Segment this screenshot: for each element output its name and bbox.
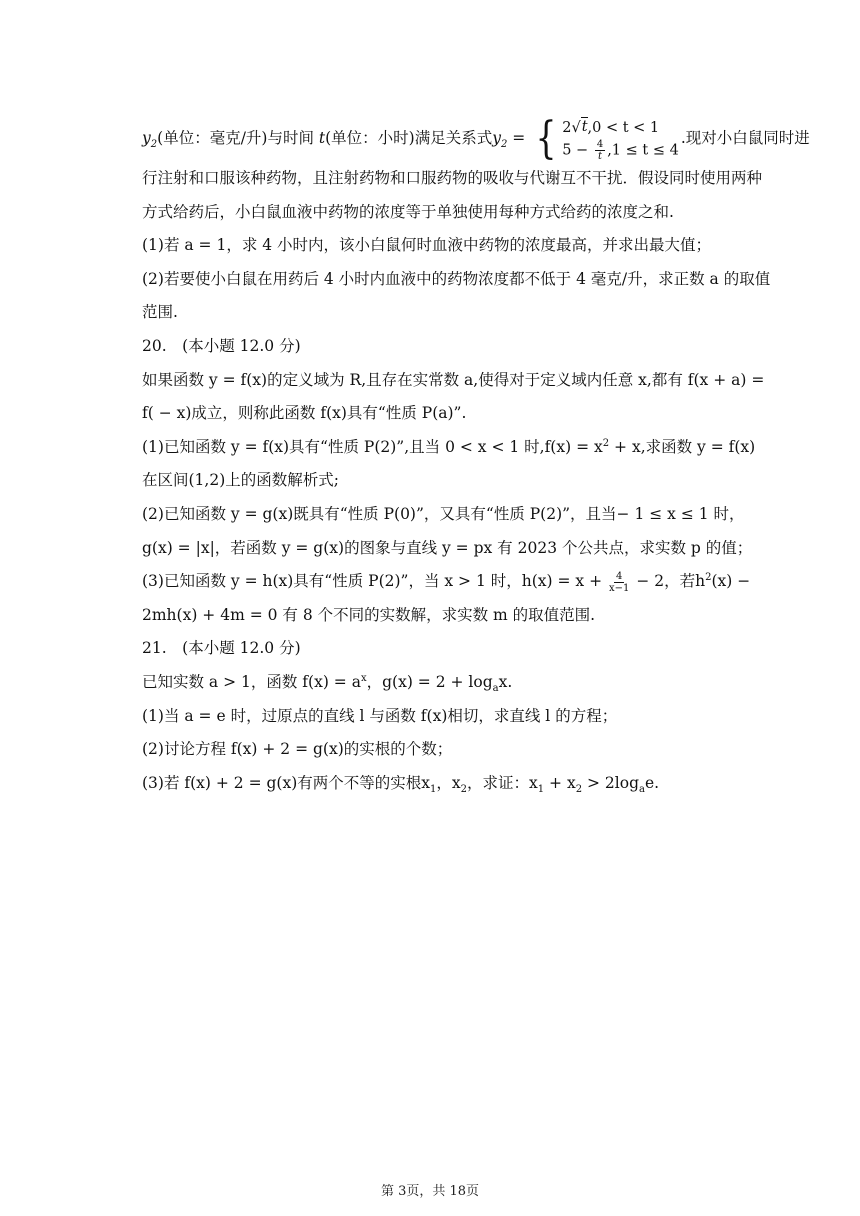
p20-question-3b: 2mh(x) + 4m = 0 有 8 个不同的实数解，求实数 m 的取值范围.: [142, 605, 596, 624]
page-content: [142, 113, 810, 800]
p20-question-1b: 在区间(1,2)上的函数解析式;: [142, 471, 339, 490]
p19-question-2a: (2)若要使小白鼠在用药后 4 小时内血液中的药物浓度都不低于 4 毫克/升，求正数 a 的取值: [142, 269, 771, 288]
p20-question-2b: g(x) = |x|，若函数 y = g(x)的图象与直线 y = px 有 2023 个公共点，求实数 p 的值；: [142, 538, 753, 557]
var-y2: $y_2$: [142, 129, 158, 151]
p21-question-1: (1)当 a = e 时，过原点的直线 l 与函数 f(x)相切，求直线 l 的方程；: [142, 706, 618, 725]
p19-line-1: $y_2$(单位：毫克/升)与时间 t(单位：小时)满足关系式$y_2$ = { 2√ t ,0 < t < 1 5 − $\frac{4}{t}$ ,1 ≤ t ≤ 4 .现对小白鼠同时进: [142, 113, 810, 164]
p20-line-1: 如果函数 y = f(x)的定义域为 R,且存在实常数 a,使得对于定义域内任意 x,都有 f(x + a) =: [142, 370, 765, 389]
case-1: 2√ t ,0 < t < 1: [562, 118, 660, 136]
case-2: 5 − $\frac{4}{t}$ ,1 ≤ t ≤ 4: [562, 138, 679, 162]
page-footer: 第 3页，共 18页: [380, 1184, 480, 1199]
p20-question-3a: (3)已知函数 y = h(x)具有“性质 P(2)”，当 x > 1 时，h(x) = x + $\frac{4}{x-1}$ − 2，若$h^2(x)$ −: [142, 570, 751, 594]
p19-question-2b: 范围.: [142, 303, 178, 322]
p20-heading: 20. (本小题 12.0 分): [142, 336, 301, 355]
p19-question-1: (1)若 a = 1，求 4 小时内，该小白鼠何时血液中药物的浓度最高，并求出最大值；: [142, 236, 712, 255]
p21-line-1: 已知实数 a > 1，函数 $f(x) = a^x$，$g(x) = 2 + \log_ax$.: [142, 672, 513, 694]
p21-heading: 21. (本小题 12.0 分): [142, 639, 301, 658]
p20-question-2a: (2)已知函数 y = g(x)既具有“性质 P(0)”，又具有“性质 P(2)”，且当− 1 ≤ x ≤ 1 时，: [142, 504, 745, 523]
p20-question-1a: (1)已知函数 y = f(x)具有“性质 P(2)”,且当 0 < x < 1 时$,f(x) = x^2 + x$,求函数 y = f(x): [142, 437, 756, 456]
p21-question-3: (3)若 f(x) + 2 = g(x)有两个不等的实根$x_1$，$x_2$，求证：$x_1 + x_2 > 2\log_ae$.: [142, 773, 660, 795]
p19-line-3: 方式给药后，小白鼠血液中药物的浓度等于单独使用每种方式给药的浓度之和.: [142, 202, 674, 221]
piecewise-function: { 2√ t ,0 < t < 1 5 − $\frac{4}{t}$ ,1 ≤ t ≤ 4: [535, 113, 679, 164]
p19-line-2: 行注射和口服该种药物，且注射药物和口服药物的吸收与代谢互不干扰．假设同时使用两种: [142, 169, 763, 187]
p20-line-2: f( − x)成立，则称此函数 f(x)具有“性质 P(a)”.: [142, 404, 467, 423]
p21-question-2: (2)讨论方程 f(x) + 2 = g(x)的实根的个数；: [142, 740, 453, 759]
